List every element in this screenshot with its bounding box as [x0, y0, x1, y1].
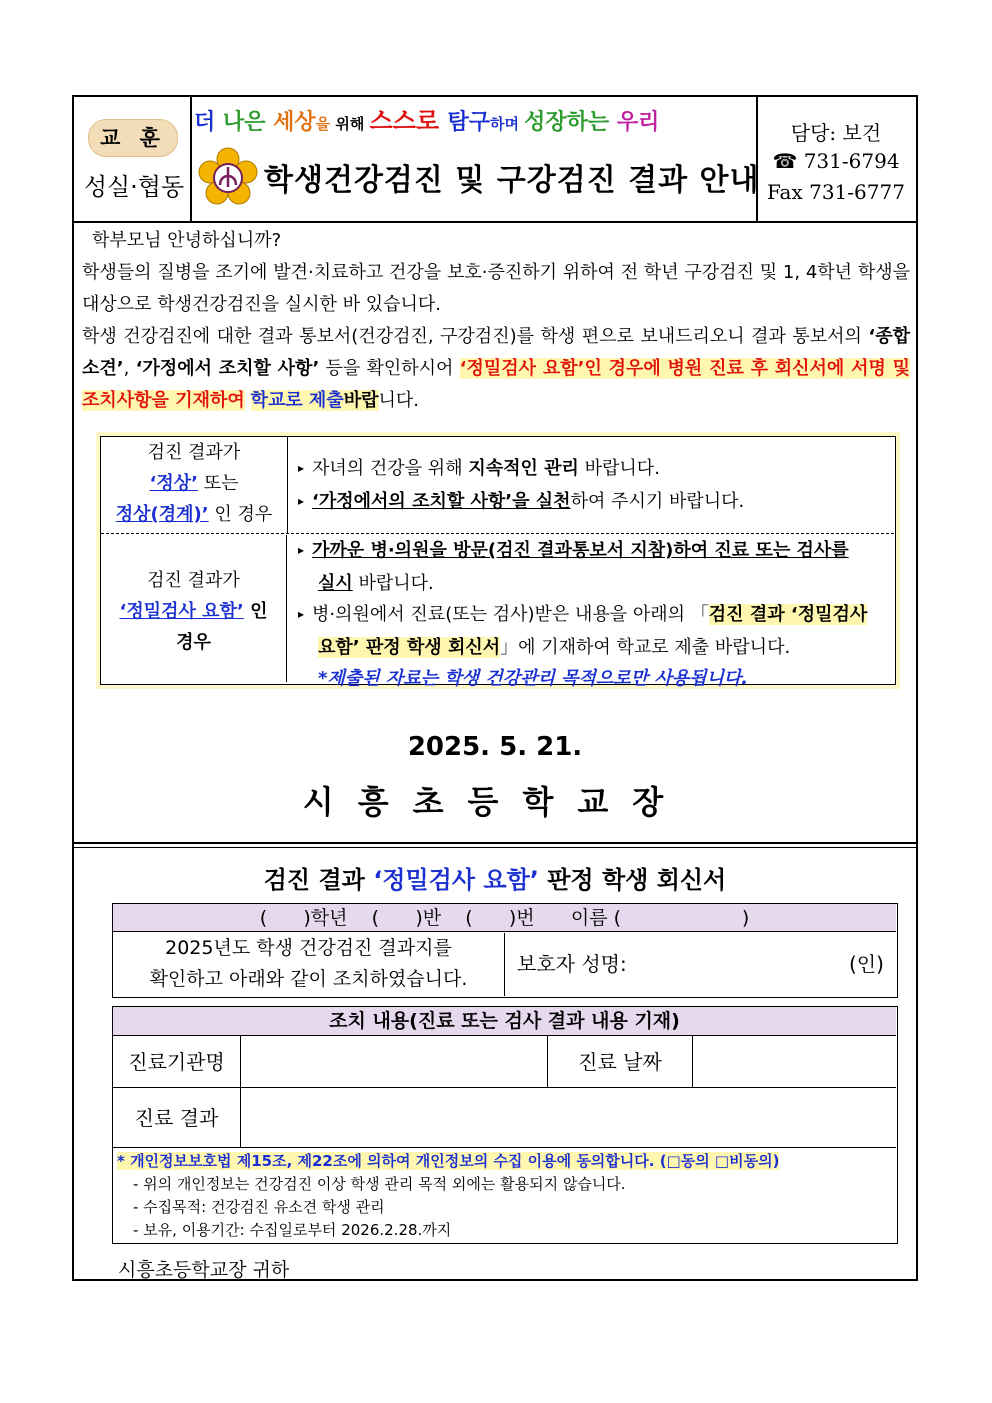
action-header: 조치 내용(진료 또는 검사 결과 내용 기재): [113, 1007, 896, 1036]
consent-note-3: - 보유, 이용기간: 수집일로부터 2026.2.28.까지: [133, 1221, 452, 1239]
consent-note-1: - 위의 개인정보는 건강검진 이상 학생 관리 목적 외에는 활용되지 않습니다.: [133, 1175, 626, 1193]
slogan-segment: 탐구: [447, 110, 490, 135]
row-divider: [101, 533, 894, 534]
student-info-box: [112, 903, 898, 998]
slogan-segment: 나은: [222, 110, 274, 135]
seal-mark: (인): [849, 952, 884, 976]
result-field[interactable]: [241, 1088, 896, 1148]
slogan: [194, 101, 754, 136]
triangle-bullet-icon: ▸: [298, 494, 305, 508]
consent-note-2: - 수집목적: 건강검진 유소견 학생 관리: [133, 1198, 385, 1216]
slogan-segment: 세상: [273, 110, 316, 135]
triangle-bullet-icon: ▸: [298, 461, 305, 475]
normal-action-1: ▸ 자녀의 건강을 위해 지속적인 관리 바랍니다.: [298, 458, 660, 479]
phone-number: ☎ 731-6794: [772, 149, 900, 173]
detailed-exam-case-label: 검진 결과가 ‘정밀검사 요함’ 인 경우: [101, 535, 287, 682]
triangle-bullet-icon: ▸: [298, 607, 305, 621]
consent-statement[interactable]: * 개인정보보호법 제15조, 제22조에 의하여 개인정보의 수집 이용에 동의합니다. (□동의 □비동의): [117, 1152, 780, 1170]
notice-frame: [72, 95, 918, 1281]
result-label: 진료 결과: [113, 1088, 241, 1148]
guardian-name-label: 보호자 성명:: [517, 952, 627, 976]
visit-date-field[interactable]: [693, 1036, 896, 1088]
intro-paragraph-2: 학생 건강검진에 대한 결과 통보서(건강검진, 구강검진)를 학생 편으로 보내드리오니 결과 통보서의 ‘종합 소견’, ‘가정에서 조치할 사항’ 등을 확인하시어 ‘정밀검사 요함’인 경우에 병원 진료 후 회신서에 서명 및 조치사항을 기재하여 학교로 제출바랍니다.: [82, 326, 911, 411]
visit-date-label: 진료 날짜: [548, 1036, 693, 1088]
privacy-note: *제출된 자료는 학생 건강관리 목적으로만 사용됩니다.: [318, 668, 749, 689]
greeting: 학부모님 안녕하십니까?: [92, 230, 282, 251]
confirmation-text: 2025년도 학생 건강검진 결과지를 확인하고 아래와 같이 조치하였습니다.: [113, 933, 505, 996]
fax-number: Fax 731-6777: [767, 180, 905, 204]
contact-person: 담당: 보건: [790, 121, 882, 145]
slogan-segment: 스스로: [369, 107, 448, 135]
slogan-segment: 을: [315, 115, 336, 133]
intro-text: [82, 225, 910, 417]
motto-cell: [74, 97, 192, 221]
student-id-field[interactable]: ( )학년 ( )반 ( )번 이름 ( ): [113, 904, 896, 932]
slogan-segment: 하며: [489, 115, 525, 133]
detailed-action-2: ▸ 병·의원에서 진료(또는 검사)받은 내용을 아래의 「검진 결과 ‘정밀검사: [298, 604, 868, 625]
contact-cell: [756, 97, 916, 221]
school-emblem-icon: [198, 147, 258, 207]
title-cell: [190, 97, 758, 221]
institution-field[interactable]: [241, 1036, 548, 1088]
cut-line-inner: [74, 847, 916, 848]
privacy-consent: [117, 1150, 887, 1242]
reply-form-title: 검진 결과 ‘정밀검사 요함’ 판정 학생 회신서: [263, 866, 727, 894]
cut-line: [74, 842, 916, 844]
motto: 성실·협동: [83, 173, 185, 201]
guidance-table-wrap: [96, 432, 900, 689]
motto-label: 교 훈: [88, 119, 178, 157]
notice-date: 2025. 5. 21.: [407, 732, 583, 762]
slogan-segment: 성장하는: [524, 110, 617, 135]
guardian-name-field[interactable]: [645, 944, 845, 974]
addressee: 시흥초등학교장 귀하: [118, 1259, 290, 1281]
action-box: [112, 1006, 898, 1244]
normal-action-2: ▸ ‘가정에서의 조치할 사항’을 실천하여 주시기 바랍니다.: [298, 491, 745, 512]
detailed-action-1: ▸ 가까운 병·의원을 방문(검진 결과통보서 지참)하여 진료 또는 검사를: [298, 540, 849, 561]
slogan-segment: 위해: [335, 115, 370, 133]
intro-paragraph-1: 학생들의 질병을 조기에 발견·치료하고 건강을 보호·증진하기 위하여 전 학년 구강검진 및 1, 4학년 학생을 대상으로 학생건강검진을 실시한 바 있습니다.: [82, 262, 910, 315]
principal-signature: 시흥초등학교장: [302, 783, 688, 821]
normal-case-actions: [288, 437, 893, 533]
triangle-bullet-icon: ▸: [298, 543, 305, 557]
institution-label: 진료기관명: [113, 1036, 241, 1088]
document-title: 학생건강검진 및 구강검진 결과 안내: [264, 163, 760, 198]
header: [74, 97, 916, 223]
detailed-exam-actions: ▸ 가까운 병·의원을 방문(검진 결과통보서 지참)하여 진료 또는 검사를 실시 바랍니다. ▸ 병·의원에서 진료(또는 검사)받은 내용을 아래의 「검진 결과 ‘정밀검사 요함’ 판정 학생 회신서」에 기재하여 학교로 제출 바랍니다. *제출된 자료는 학생 건강관리 목적으로만 사용됩니다.: [288, 535, 893, 682]
slogan-segment: 우리: [616, 110, 660, 135]
slogan-segment: 더: [194, 110, 223, 135]
guidance-table: [100, 436, 896, 689]
normal-case-label: 검진 결과가 ‘정상’ 또는 정상(경계)’ 인 경우: [101, 437, 288, 533]
